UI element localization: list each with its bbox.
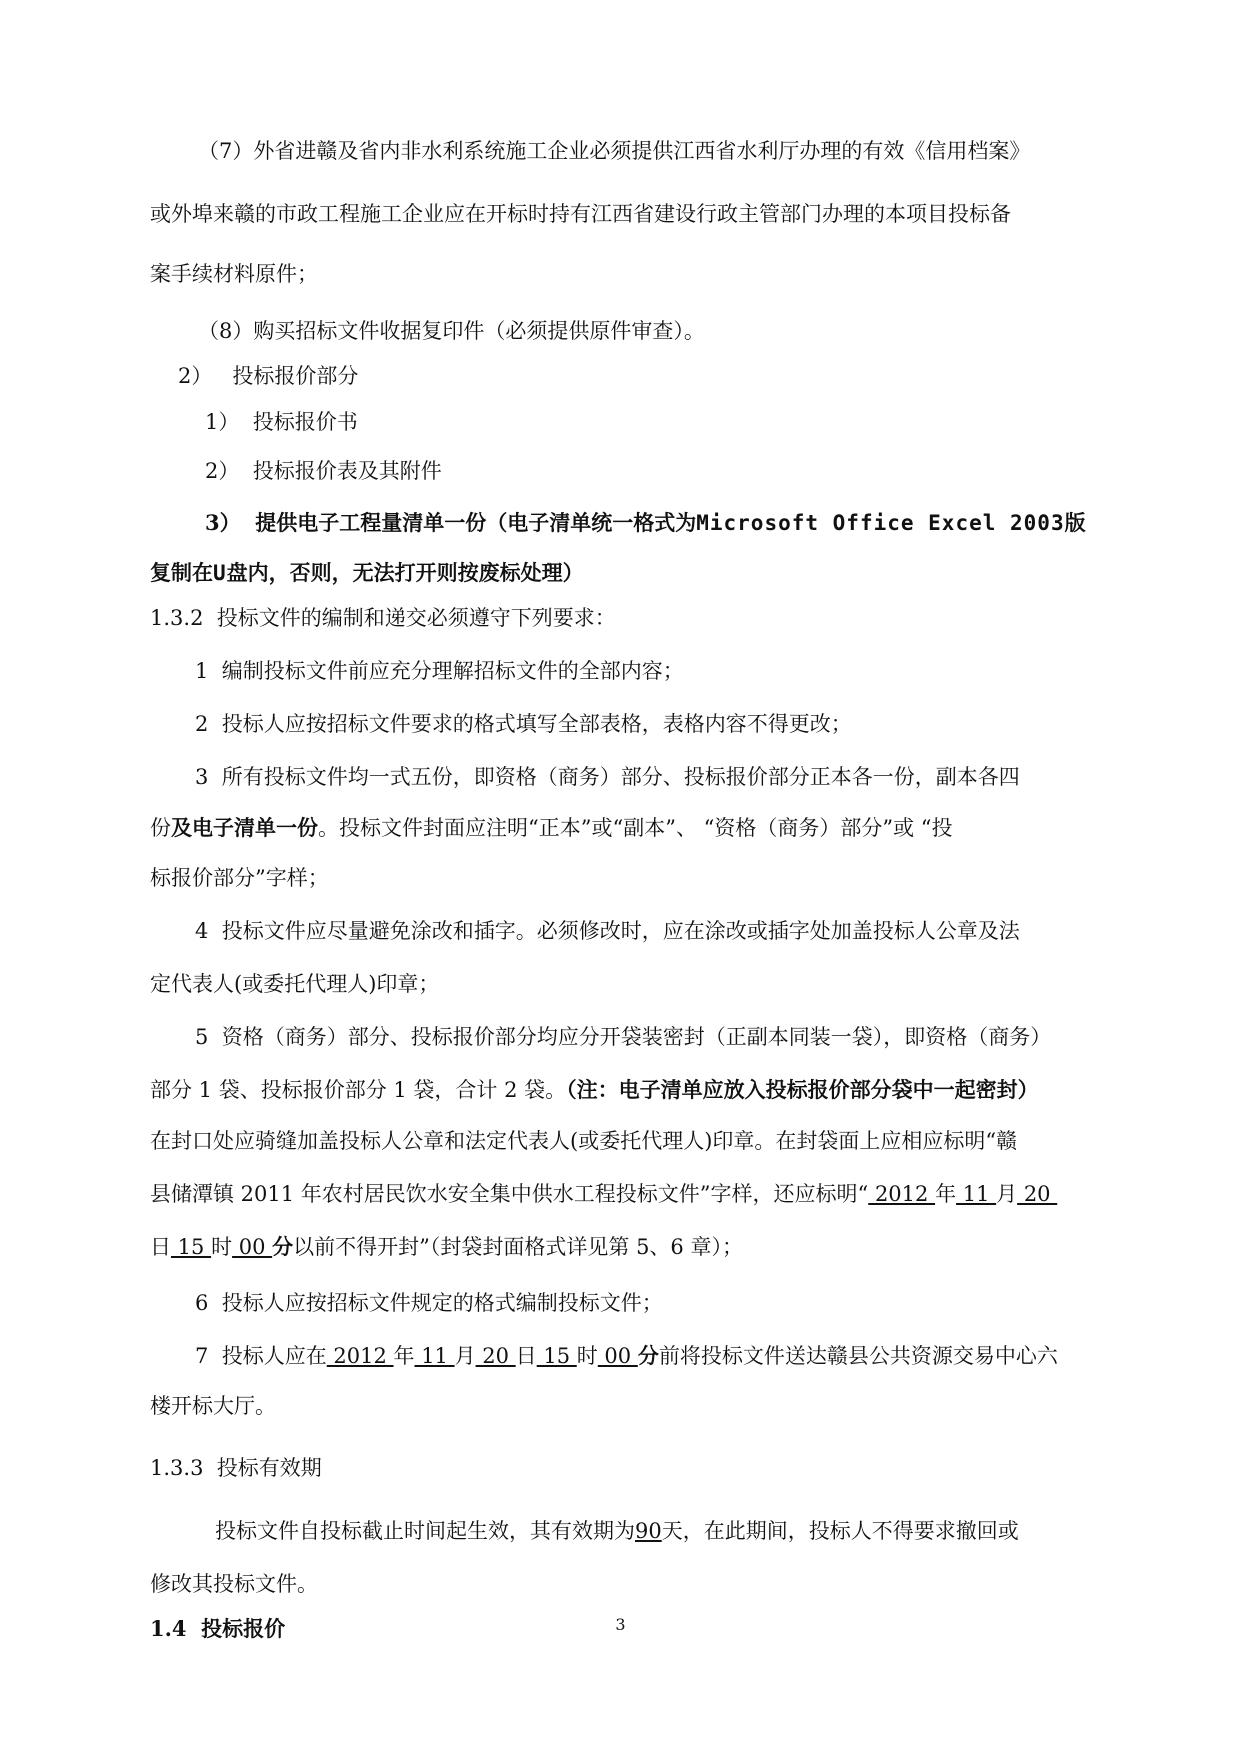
document-line <box>150 407 1150 437</box>
text-run: 2 投标人应按招标文件要求的格式填写全部表格，表格内容不得更改； <box>195 712 852 736</box>
document-line <box>150 259 1095 289</box>
text-run: 修改其投标文件。 <box>150 1572 318 1596</box>
text-run: 1 编制投标文件前应充分理解招标文件的全部内容； <box>195 659 684 683</box>
text-run: 2） 投标报价表及其附件 <box>205 459 442 483</box>
text-run: 6 投标人应按招标文件规定的格式编制投标文件； <box>195 1291 663 1315</box>
document-line <box>150 1075 1095 1105</box>
text-run: （8）购买招标文件收据复印件（必须提供原件审查）。 <box>198 319 705 343</box>
text-run: 复制在 <box>150 560 213 585</box>
text-run: 2012 <box>868 1182 936 1206</box>
text-run: 11 <box>956 1182 997 1206</box>
text-run: 5 资格（商务）部分、投标报价部分均应分开袋装密封（正副本同装一袋），即资格（商务） <box>195 1025 1052 1049</box>
text-run: 日 <box>515 1344 537 1368</box>
text-run: 11 <box>414 1344 455 1368</box>
text-run: 分 <box>272 1234 294 1259</box>
document-line <box>150 1022 1140 1052</box>
text-run: 标报价部分”字样； <box>150 866 329 890</box>
document-line <box>150 508 1150 538</box>
text-run: 2012 <box>326 1344 394 1368</box>
text-run: 部分 1 袋、投标报价部分 1 袋，合计 2 袋。 <box>150 1078 567 1102</box>
text-run: U <box>213 561 227 585</box>
text-run: 月 <box>996 1182 1018 1206</box>
document-line <box>150 1453 1095 1483</box>
document-line <box>150 813 1095 843</box>
text-run: （注：电子清单应放入投标报价部分袋中一起密封） <box>566 1077 1039 1102</box>
document-line <box>150 1569 1095 1599</box>
document-line <box>150 1179 1095 1209</box>
document-line <box>150 361 1123 391</box>
text-run: 分 <box>637 1343 659 1368</box>
text-run: 或外埠来赣的市政工程施工企业应在开标时持有江西省建设行政主管部门办理的本项目投标备 <box>150 202 1011 226</box>
text-run: 年 <box>393 1344 415 1368</box>
text-run: 月 <box>454 1344 476 1368</box>
text-run: 投标文件自投标截止时间起生效，其有效期为 <box>215 1519 635 1543</box>
page-number: 3 <box>615 1615 626 1634</box>
text-run: 以前不得开封”（封袋封面格式详见第 5、6 章）； <box>293 1235 743 1259</box>
document-line <box>150 199 1095 229</box>
text-run: 20 <box>1017 1182 1058 1206</box>
document-line <box>150 316 1143 346</box>
text-run: 县储潭镇 2011 年农村居民饮水安全集中供水工程投标文件”字样，还应标明“ <box>150 1182 869 1206</box>
text-run: 及电子清单一份 <box>171 815 318 840</box>
document-line <box>150 1516 1160 1546</box>
document-line <box>150 762 1140 792</box>
text-run: （7）外省进赣及省内非水利系统施工企业必须提供江西省水利厅办理的有效《信用档案》 <box>198 139 1031 163</box>
document-line <box>150 709 1140 739</box>
text-run: 时 <box>211 1235 233 1259</box>
document-line <box>150 136 1143 166</box>
text-run: 年 <box>935 1182 957 1206</box>
text-run: Microsoft Office Excel 2003 <box>696 511 1065 535</box>
text-run: 天，在此期间，投标人不得要求撤回或 <box>661 1519 1019 1543</box>
text-run: 15 <box>536 1344 577 1368</box>
document-line <box>150 558 1095 588</box>
text-run: 00 <box>232 1235 273 1259</box>
document-line <box>150 1288 1140 1318</box>
text-run: 1.4 投标报价 <box>150 1616 286 1641</box>
text-run: 4 投标文件应尽量避免涂改和插字。必须修改时，应在涂改或插字处加盖投标人公章及法 <box>195 919 1020 943</box>
text-run: 版 <box>1064 510 1086 535</box>
text-run: 1.3.3 投标有效期 <box>150 1456 322 1480</box>
text-run: 7 投标人应在 <box>195 1344 327 1368</box>
document-line <box>150 1341 1140 1371</box>
text-run: 楼开标大厅。 <box>150 1394 276 1418</box>
text-run: 3 所有投标文件均一式五份，即资格（商务）部分、投标报价部分正本各一份，副本各四 <box>195 765 1020 789</box>
text-run: 份 <box>150 816 171 840</box>
text-run: 3） 提供电子工程量清单一份（电子清单统一格式为 <box>205 510 697 535</box>
text-run: 案手续材料原件； <box>150 262 318 286</box>
text-run: 盘内，否则，无法打开则按废标处理） <box>226 560 584 585</box>
document-line <box>150 1232 1095 1262</box>
text-run: 1.3.2 投标文件的编制和递交必须遵守下列要求： <box>150 606 616 630</box>
text-run: 定代表人(或委托代理人)印章； <box>150 972 440 996</box>
text-run: 在封口处应骑缝加盖投标人公章和法定代表人(或委托代理人)印章。在封袋面上应相应标明“赣 <box>150 1129 1018 1153</box>
text-run: 1） 投标报价书 <box>205 410 358 434</box>
document-line <box>150 863 1095 893</box>
document-line <box>150 603 1095 633</box>
document-line <box>150 656 1140 686</box>
text-run: 2） 投标报价部分 <box>178 364 359 388</box>
text-run: 时 <box>576 1344 598 1368</box>
document-line <box>150 1391 1095 1421</box>
text-run: 15 <box>171 1235 212 1259</box>
document-line <box>150 456 1150 486</box>
document-line <box>150 1126 1095 1156</box>
text-run: 20 <box>475 1344 516 1368</box>
text-run: 90 <box>635 1519 662 1543</box>
document-line <box>150 969 1095 999</box>
text-run: 前将投标文件送达赣县公共资源交易中心六 <box>658 1344 1058 1368</box>
text-run: 00 <box>597 1344 638 1368</box>
document-line <box>150 916 1140 946</box>
text-run: 日 <box>150 1235 171 1259</box>
text-run: 。投标文件封面应注明“正本”或“副本”、 “资格（商务）部分”或 “投 <box>318 816 953 840</box>
